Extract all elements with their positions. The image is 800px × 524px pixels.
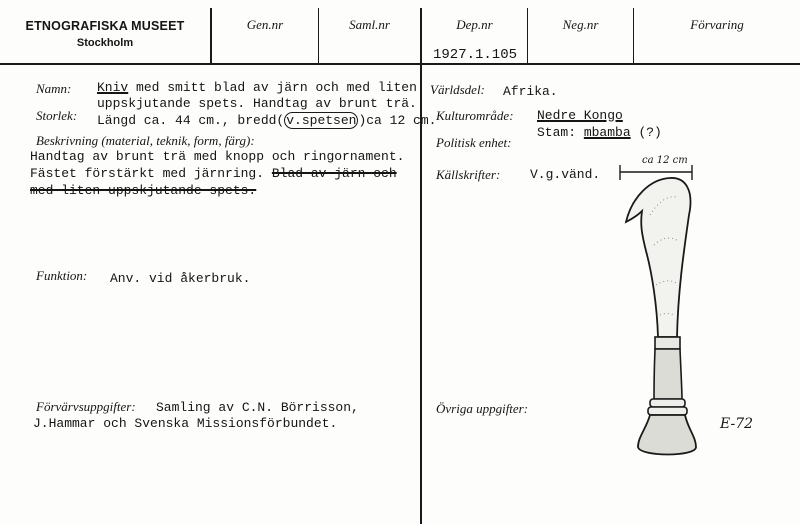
- beskrivning-line2a: Fästet förstärkt med järnring.: [30, 166, 272, 181]
- stam-value: mbamba: [583, 125, 631, 140]
- museum-name: ETNOGRAFISKA MUSEET: [25, 19, 185, 33]
- handle-knob: [638, 415, 696, 455]
- knife-handle: [654, 349, 682, 399]
- kulturomrade-label: Kulturområde:: [436, 108, 514, 123]
- varldsdel-value: Afrika.: [503, 84, 558, 99]
- storlek-suffix: )ca 12 cm.: [358, 113, 437, 128]
- beskrivning-line2-struck: Blad av järn och: [271, 166, 397, 181]
- stam-label: Stam:: [537, 125, 577, 140]
- header-gen-nr: Gen.nr: [246, 17, 284, 32]
- storlek-prefix: Längd ca. 44 cm., bredd(: [97, 113, 285, 128]
- knife-blade: [626, 178, 690, 337]
- funktion-label: Funktion:: [36, 268, 88, 283]
- handle-ring-2: [648, 407, 687, 415]
- forvarv-line1: Samling av C.N. Börrisson,: [156, 400, 359, 415]
- storlek-circled: v.spetsen: [286, 113, 357, 128]
- beskrivning-line2: [30, 166, 397, 181]
- dep-nr-value: 1927.1.105: [433, 47, 518, 63]
- politisk-label: Politisk enhet:: [436, 135, 512, 150]
- beskrivning-label: Beskrivning (material, teknik, form, färg):: [36, 133, 255, 148]
- namn-label: Namn:: [36, 81, 72, 96]
- stam-query: (?): [630, 125, 662, 140]
- body-center-divider: [420, 63, 422, 524]
- handle-ring-1: [650, 399, 685, 407]
- kallskrifter-value: V.g.vänd.: [530, 167, 601, 182]
- ovriga-label: Övriga uppgifter:: [436, 401, 529, 416]
- header-saml-nr: Saml.nr: [349, 17, 390, 32]
- header-neg-nr: Neg.nr: [562, 17, 599, 32]
- namn-line1: [97, 80, 417, 95]
- kallskrifter-label: Källskrifter:: [436, 167, 501, 182]
- width-note: ca 12 cm: [642, 155, 688, 166]
- forvarv-label: Förvärvsuppgifter:: [36, 399, 136, 414]
- namn-rest: med smitt blad av järn och med liten: [128, 80, 417, 95]
- header-dep-nr: Dep.nr: [456, 17, 493, 32]
- knife-ferrule: [655, 337, 680, 349]
- varldsdel-label: Världsdel:: [430, 82, 485, 97]
- namn-first-word: Kniv: [97, 80, 129, 95]
- museum-city: Stockholm: [76, 37, 134, 49]
- catalogue-mark: E-72: [720, 416, 754, 432]
- beskrivning-line3-struck: med liten uppskjutande spets.: [30, 183, 257, 198]
- header-forvaring: Förvaring: [690, 17, 744, 32]
- storlek-value: [97, 113, 436, 128]
- beskrivning-line1: Handtag av brunt trä med knopp och ringornament.: [30, 149, 405, 164]
- namn-line2: uppskjutande spets. Handtag av brunt trä.: [97, 96, 417, 111]
- forvarv-line2: J.Hammar och Svenska Missionsförbundet.: [33, 416, 338, 431]
- header-bottom-rule: [0, 63, 800, 65]
- kulturomrade-value: Nedre Kongo: [537, 108, 623, 123]
- stam-row: [537, 125, 662, 140]
- storlek-label: Storlek:: [36, 108, 78, 123]
- knife-drawing: [610, 155, 720, 475]
- funktion-value: Anv. vid åkerbruk.: [110, 271, 251, 286]
